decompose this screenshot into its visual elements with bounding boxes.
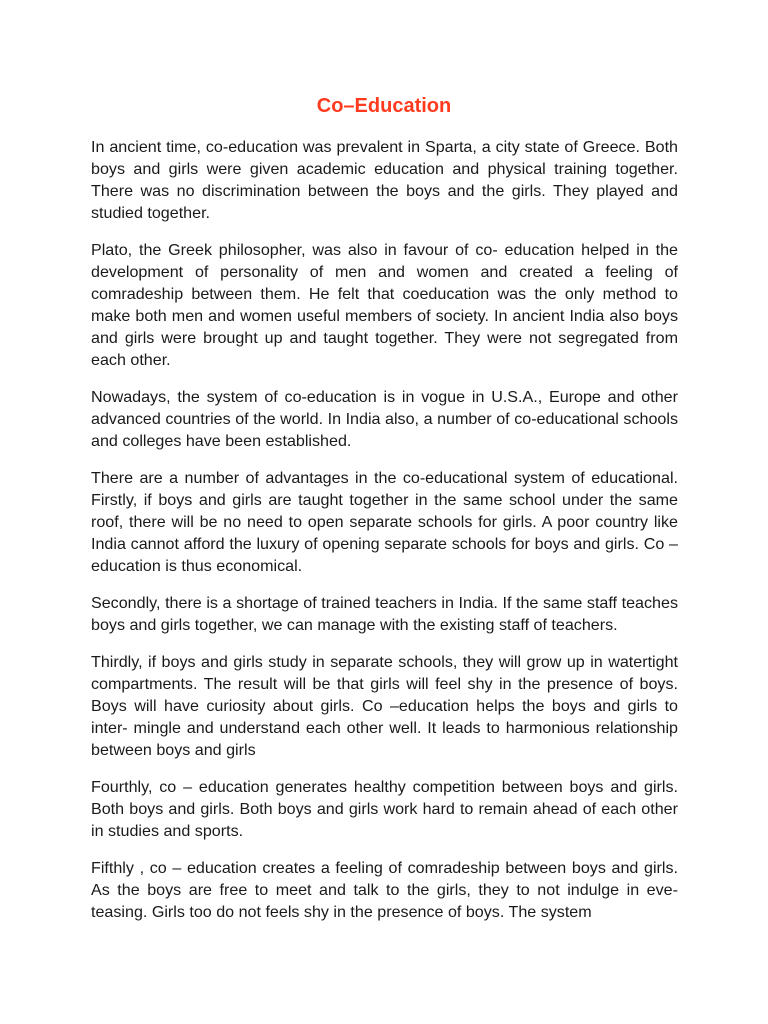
paragraph-secondly: Secondly, there is a shortage of trained teachers in India. If the same staff teaches boys and girls together, we can manage with the existing staff of teachers. [91,594,678,634]
paragraph-plato: Plato, the Greek philosopher, was also in favour of co- education helped in the development of personality of men and women and created a feeling of comradeship between them. He felt that coeducation was the only method to make both men and women useful members of society. In ancient India also boys and girls were brought up and taught together. They were not segregated from each other. [91,241,678,369]
paragraph-fifthly: Fifthly , co – education creates a feeling of comradeship between boys and girls. As the boys are free to meet and talk to the girls, they to not indulge in eve-teasing. Girls too do not feels shy in the presence of boys. The system [91,859,678,921]
paragraph-fourthly: Fourthly, co – education generates healthy competition between boys and girls. Both boys and girls. Both boys and girls work hard to remain ahead of each other in studies and sports. [91,778,678,840]
document-body [91,136,678,938]
paragraph-sparta: In ancient time, co-education was prevalent in Sparta, a city state of Greece. Both boys and girls were given academic education and physical training together. There was no discrimination between the boys and the girls. They played and studied together. [91,138,678,222]
paragraph-nowadays: Nowadays, the system of co-education is in vogue in U.S.A., Europe and other advanced countries of the world. In India also, a number of co-educational schools and colleges have been established. [91,388,678,450]
paragraph-thirdly: Thirdly, if boys and girls study in separate schools, they will grow up in watertight compartments. The result will be that girls will feel shy in the presence of boys. Boys will have curiosity about girls. Co –education helps the boys and girls to inter- mingle and understand each other well. It leads to harmonious relationship between boys and girls [91,653,678,759]
paragraph-firstly: There are a number of advantages in the co-educational system of educational. Firstly, if boys and girls are taught together in the same school under the same roof, there will be no need to open separate schools for girls. A poor country like India cannot afford the luxury of opening separate schools for boys and girls. Co – education is thus economical. [91,469,678,575]
page-title: Co–Education [316,95,452,117]
